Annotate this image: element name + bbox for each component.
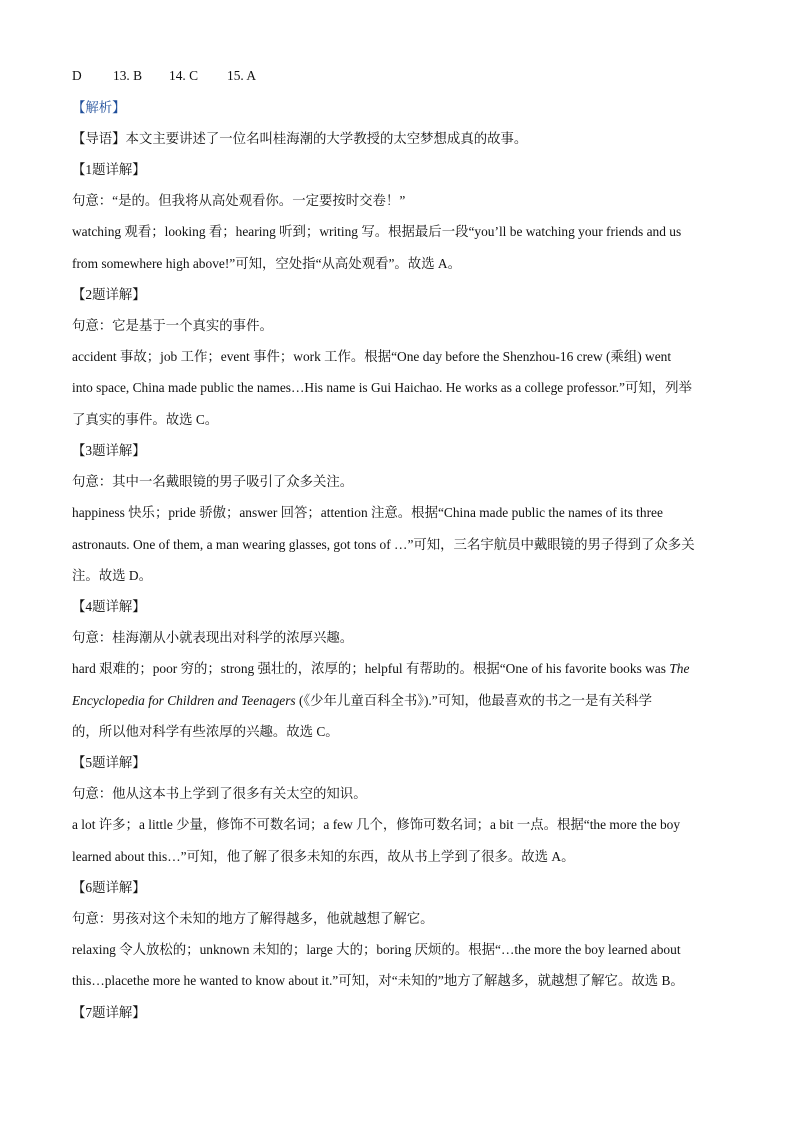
q4-meaning: 句意：桂海潮从小就表现出对科学的浓厚兴趣。 — [72, 630, 354, 645]
q1-heading: 【1题详解】 — [72, 162, 146, 177]
q3-heading: 【3题详解】 — [72, 443, 146, 458]
q6-explanation-line: this…placethe more he wanted to know about it.”可知，对“未知的”地方了解越多，就越想了解它。故选 B。 — [72, 973, 684, 988]
q3-meaning: 句意：其中一名戴眼镜的男子吸引了众多关注。 — [72, 474, 354, 489]
q6-explanation-line: relaxing 令人放松的；unknown 未知的；large 大的；boring 厌烦的。根据“…the more the boy learned about — [72, 942, 681, 957]
q2-explanation-line: accident 事故；job 工作；event 事件；work 工作。根据“One day before the Shenzhou-16 crew (乘组) went — [72, 349, 672, 364]
q2-explanation-line: into space, China made public the names…His name is Gui Haichao. He works as a college professor.”可知，列举 — [72, 380, 692, 395]
q4-heading: 【4题详解】 — [72, 599, 146, 614]
q6-meaning: 句意：男孩对这个未知的地方了解得越多，他就越想了解它。 — [72, 911, 434, 926]
book-title-text: The — [669, 661, 690, 676]
book-title-text: Encyclopedia for Children and Teenagers — [72, 693, 296, 708]
q7-heading: 【7题详解】 — [72, 1005, 146, 1020]
analysis-heading: 【解析】 — [72, 100, 126, 115]
answer-15: 15. A — [227, 68, 257, 83]
q4-explanation-text: hard 艰难的；poor 穷的；strong 强壮的，浓厚的；helpful 有帮助的。根据“One of his favorite books was — [72, 661, 670, 676]
q5-heading: 【5题详解】 — [72, 755, 146, 770]
q4-explanation-text: (《少年儿童百科全书》).”可知，他最喜欢的书之一是有关科学 — [295, 693, 652, 708]
q4-explanation-line — [72, 659, 732, 679]
q3-explanation-line: 注。故选 D。 — [72, 568, 152, 583]
q2-explanation-line: 了真实的事件。故选 C。 — [72, 412, 219, 427]
intro-paragraph: 【导语】本文主要讲述了一位名叫桂海潮的大学教授的太空梦想成真的故事。 — [72, 131, 528, 146]
q5-explanation-line: learned about this…”可知，他了解了很多未知的东西，故从书上学到了很多。故选 A。 — [72, 849, 575, 864]
q4-explanation-line: 的，所以他对科学有些浓厚的兴趣。故选 C。 — [72, 724, 339, 739]
answer-14: 14. C — [169, 68, 199, 83]
q5-explanation-line: a lot 许多；a little 少量，修饰不可数名词；a few 几个，修饰可数名词；a bit 一点。根据“the more the boy — [72, 817, 681, 832]
answer-row — [72, 66, 732, 86]
answer-13: 13. B — [113, 68, 143, 83]
q3-explanation-line: happiness 快乐；pride 骄傲；answer 回答；attention 注意。根据“China made public the names of its three — [72, 505, 663, 520]
q3-explanation-line: astronauts. One of them, a man wearing glasses, got tons of …”可知，三名宇航员中戴眼镜的男子得到了众多关 — [72, 537, 695, 552]
q2-meaning: 句意：它是基于一个真实的事件。 — [72, 318, 273, 333]
q1-meaning: 句意：“是的。但我将从高处观看你。一定要按时交卷！” — [72, 193, 406, 208]
answer-12: D — [72, 68, 82, 83]
q1-explanation-line: from somewhere high above!”可知，空处指“从高处观看”。故选 A。 — [72, 256, 461, 271]
q1-explanation-line: watching 观看；looking 看；hearing 听到；writing 写。根据最后一段“you’ll be watching your friends and us — [72, 224, 682, 239]
q2-heading: 【2题详解】 — [72, 287, 146, 302]
q6-heading: 【6题详解】 — [72, 880, 146, 895]
q4-explanation-line — [72, 691, 732, 711]
q5-meaning: 句意：他从这本书上学到了很多有关太空的知识。 — [72, 786, 367, 801]
